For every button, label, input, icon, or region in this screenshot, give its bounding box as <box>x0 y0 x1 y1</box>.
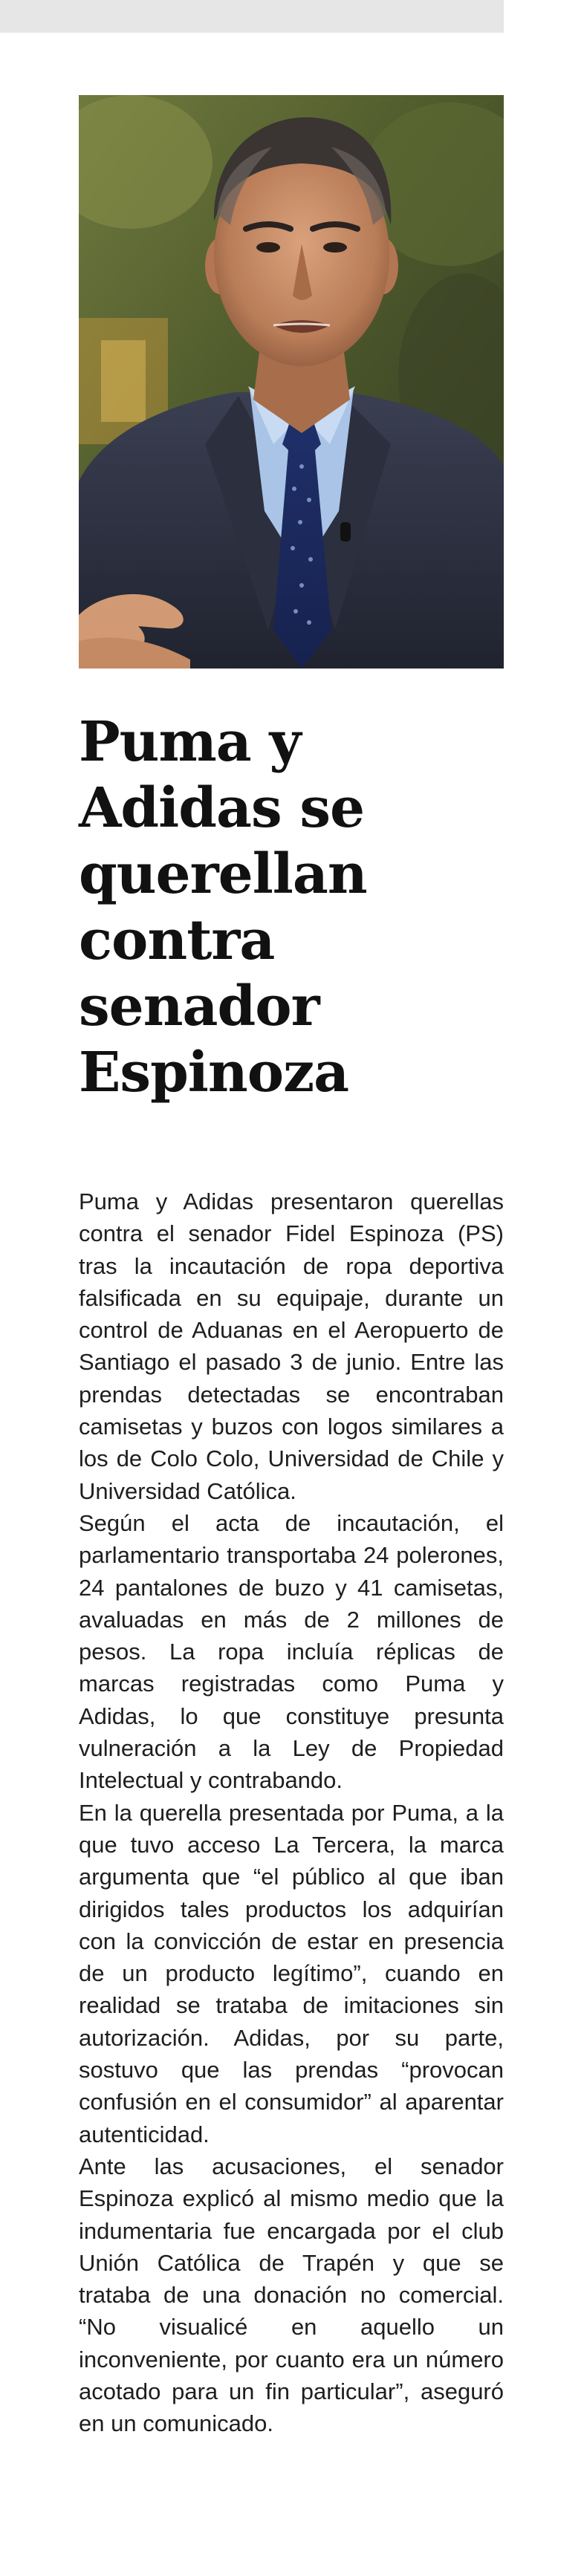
article-headline: Puma y Adidas se querellan contra senador Espinoza <box>79 710 367 1105</box>
article-paragraph: Puma y Adidas presentaron querellas contra el senador Fidel Espinoza (PS) tras la incautación de ropa deportiva falsificada en su equipaje, durante un control de Aduanas en el Aeropuerto de Santiago el pasado 3 de junio. Entre las prendas detectadas se encontraban camisetas y buzos con logos similares a los de Colo Colo, Universidad de Chile y Universidad Católica. <box>79 1188 504 1504</box>
article-paragraph: En la querella presentada por Puma, a la que tuvo acceso La Tercera, la marca argumenta que “el público al que iban dirigidos tales productos los adquirían con la convicción de estar en presencia de un producto legítimo”, cuando en realidad se trataba de imitaciones sin autorización. Adidas, por su parte, sostuvo que las prendas “provocan confusión en el consumidor” al aparentar autenticidad. <box>79 1799 504 2147</box>
top-bar <box>0 0 504 33</box>
senator-portrait-image <box>79 95 504 669</box>
article-paragraph: Según el acta de incautación, el parlamentario transportaba 24 polerones, 24 pantalones de buzo y 41 camisetas, avaluadas en más de 2 millones de pesos. La ropa incluía réplicas de marcas registradas como Puma y Adidas, lo que constituye presunta vulneración a la Ley de Propiedad Intelectual y contrabando. <box>79 1509 504 1794</box>
senator-photo <box>79 95 504 669</box>
article-body <box>79 1185 504 2440</box>
article-paragraph: Ante las acusaciones, el senador Espinoza explicó al mismo medio que la indumentaria fue encargada por el club Unión Católica de Trapén y que se trataba de una donación no comercial. “No visualicé en aquello un inconveniente, por cuanto era un número acotado para un fin particular”, aseguró en un comunicado. <box>79 2153 504 2437</box>
